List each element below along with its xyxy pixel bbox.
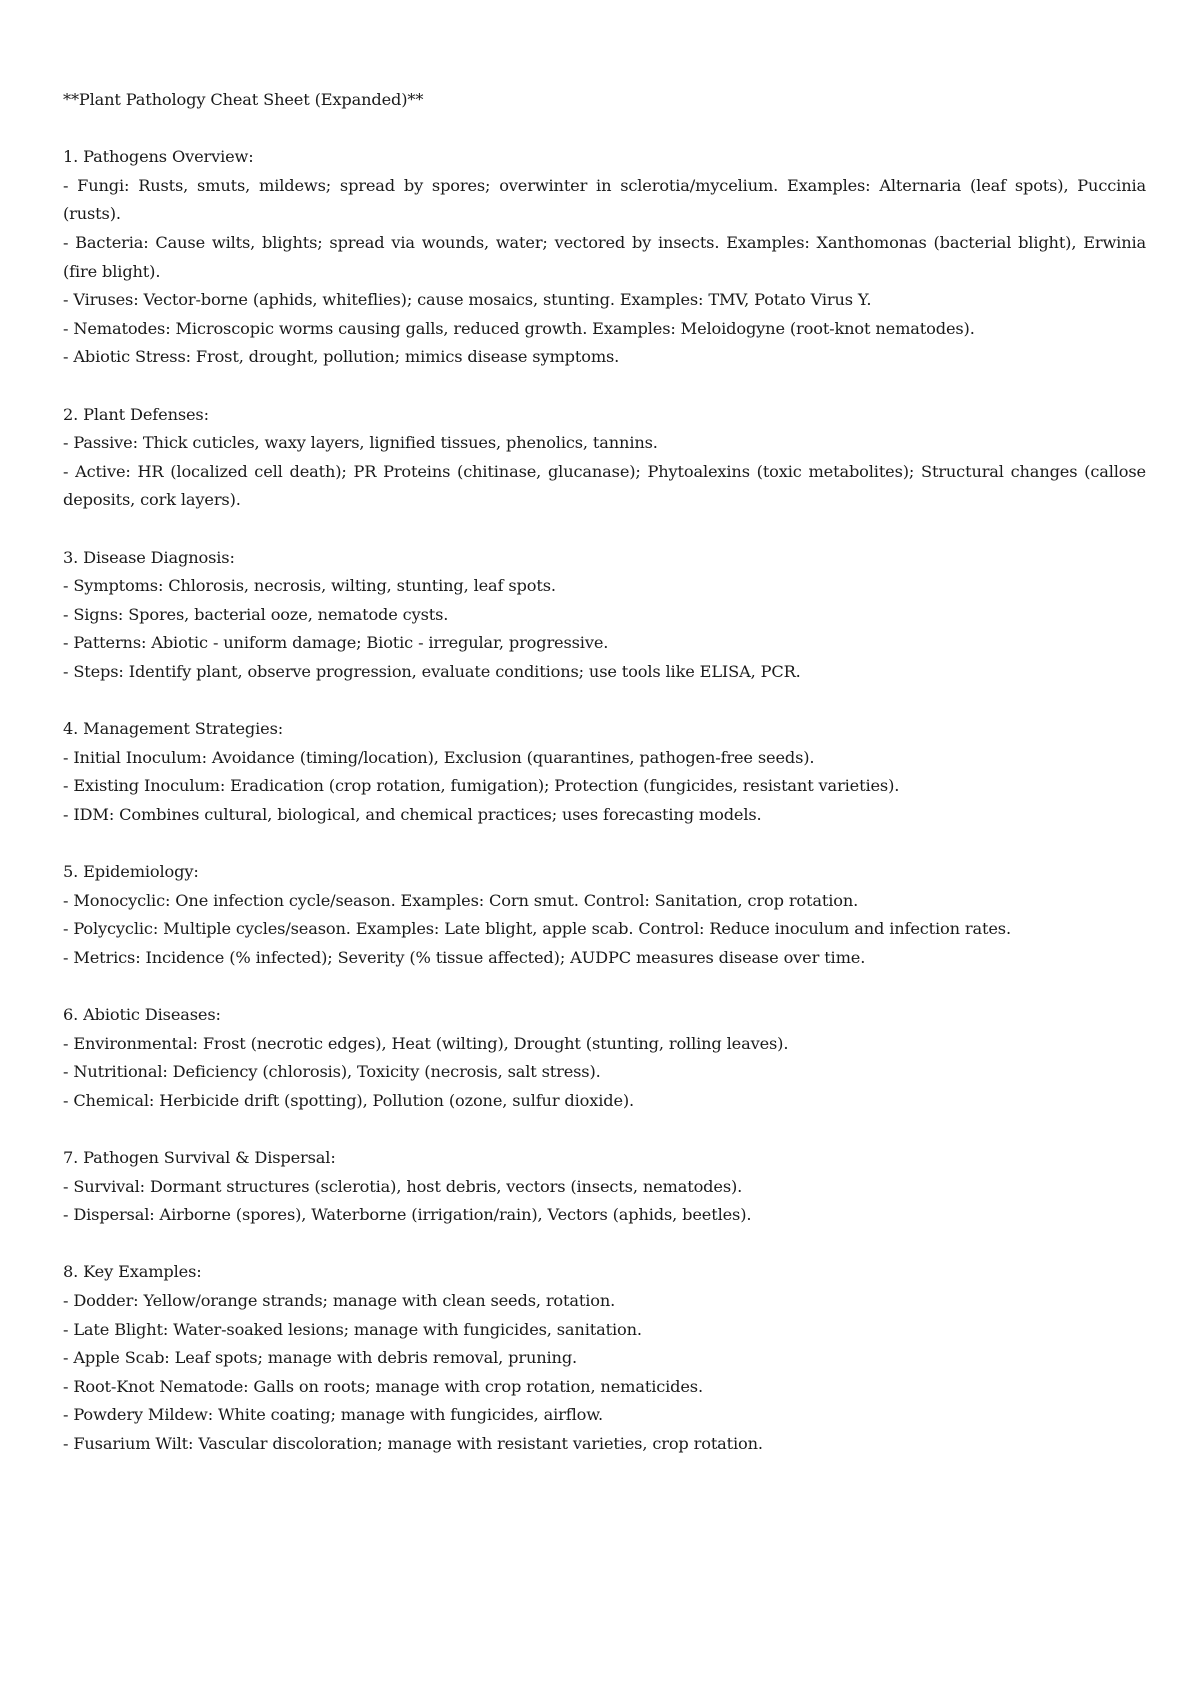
section-heading: 8. Key Examples: — [63, 1262, 202, 1282]
list-item: - Steps: Identify plant, observe progression, evaluate conditions; use tools like ELISA, PCR. — [63, 661, 801, 681]
section-heading: 4. Management Strategies: — [63, 719, 284, 739]
list-item: - Monocyclic: One infection cycle/season. Examples: Corn smut. Control: Sanitation, crop rotation. — [63, 890, 859, 910]
section-pathogens-overview — [63, 143, 1146, 372]
bullet-list — [63, 887, 1146, 973]
list-item: - Powdery Mildew: White coating; manage with fungicides, airflow. — [63, 1405, 603, 1425]
document-title: **Plant Pathology Cheat Sheet (Expanded)** — [63, 90, 424, 109]
section-management-strategies — [63, 715, 1146, 829]
section-heading: 1. Pathogens Overview: — [63, 147, 254, 167]
list-item: - Abiotic Stress: Frost, drought, pollution; mimics disease symptoms. — [63, 347, 620, 367]
list-item: - Environmental: Frost (necrotic edges), Heat (wilting), Drought (stunting, rolling leaves). — [63, 1033, 789, 1053]
list-item: - Survival: Dormant structures (sclerotia), host debris, vectors (insects, nematodes). — [63, 1176, 743, 1196]
section-epidemiology — [63, 858, 1146, 972]
list-item: - Symptoms: Chlorosis, necrosis, wilting, stunting, leaf spots. — [63, 576, 556, 596]
list-item: - Dispersal: Airborne (spores), Waterborne (irrigation/rain), Vectors (aphids, beetles). — [63, 1205, 752, 1225]
bullet-list — [63, 744, 1146, 830]
list-item: - Dodder: Yellow/orange strands; manage with clean seeds, rotation. — [63, 1290, 616, 1310]
bullet-list — [63, 1287, 1146, 1459]
section-heading: 3. Disease Diagnosis: — [63, 547, 235, 567]
section-pathogen-survival-dispersal — [63, 1144, 1146, 1230]
list-item: - Active: HR (localized cell death); PR Proteins (chitinase, glucanase); Phytoalexins (toxic metabolites); Structural changes (callose deposits, cork layers). — [63, 461, 1146, 510]
list-item: - Bacteria: Cause wilts, blights; spread via wounds, water; vectored by insects. Examples: Xanthomonas (bacterial blight), Erwinia (fire blight). — [63, 232, 1146, 281]
list-item: - Chemical: Herbicide drift (spotting), Pollution (ozone, sulfur dioxide). — [63, 1090, 635, 1110]
list-item: - Apple Scab: Leaf spots; manage with debris removal, pruning. — [63, 1348, 578, 1368]
bullet-list — [63, 172, 1146, 372]
list-item: - Nutritional: Deficiency (chlorosis), Toxicity (necrosis, salt stress). — [63, 1062, 601, 1082]
list-item: - Signs: Spores, bacterial ooze, nematode cysts. — [63, 604, 449, 624]
document-page — [63, 86, 1146, 1487]
section-heading: 6. Abiotic Diseases: — [63, 1005, 221, 1024]
list-item: - Fusarium Wilt: Vascular discoloration; manage with resistant varieties, crop rotation. — [63, 1433, 763, 1453]
section-plant-defenses — [63, 401, 1146, 515]
section-heading: 5. Epidemiology: — [63, 862, 199, 882]
list-item: - Passive: Thick cuticles, waxy layers, lignified tissues, phenolics, tannins. — [63, 433, 658, 453]
section-heading: 7. Pathogen Survival & Dispersal: — [63, 1147, 336, 1167]
section-key-examples — [63, 1258, 1146, 1458]
list-item: - Nematodes: Microscopic worms causing galls, reduced growth. Examples: Meloidogyne (root-knot nematodes). — [63, 318, 975, 338]
list-item: - Metrics: Incidence (% infected); Severity (% tissue affected); AUDPC measures disease over time. — [63, 947, 866, 967]
list-item: - Patterns: Abiotic - uniform damage; Biotic - irregular, progressive. — [63, 633, 609, 653]
bullet-list — [63, 1030, 1146, 1116]
list-item: - Root-Knot Nematode: Galls on roots; manage with crop rotation, nematicides. — [63, 1376, 703, 1396]
section-disease-diagnosis — [63, 544, 1146, 687]
list-item: - Existing Inoculum: Eradication (crop rotation, fumigation); Protection (fungicides, resistant varieties). — [63, 776, 900, 796]
list-item: - IDM: Combines cultural, biological, and chemical practices; uses forecasting models. — [63, 804, 762, 824]
list-item: - Viruses: Vector-borne (aphids, whiteflies); cause mosaics, stunting. Examples: TMV, Potato Virus Y. — [63, 290, 872, 310]
list-item: - Polycyclic: Multiple cycles/season. Examples: Late blight, apple scab. Control: Reduce inoculum and infection rates. — [63, 919, 1011, 939]
section-heading: 2. Plant Defenses: — [63, 404, 209, 424]
section-abiotic-diseases — [63, 1001, 1146, 1115]
list-item: - Fungi: Rusts, smuts, mildews; spread by spores; overwinter in sclerotia/mycelium. Examples: Alternaria (leaf spots), Puccinia (rusts). — [63, 175, 1146, 224]
bullet-list — [63, 572, 1146, 686]
list-item: - Late Blight: Water-soaked lesions; manage with fungicides, sanitation. — [63, 1319, 642, 1339]
list-item: - Initial Inoculum: Avoidance (timing/location), Exclusion (quarantines, pathogen-free seeds). — [63, 747, 815, 767]
bullet-list — [63, 429, 1146, 515]
bullet-list — [63, 1173, 1146, 1230]
